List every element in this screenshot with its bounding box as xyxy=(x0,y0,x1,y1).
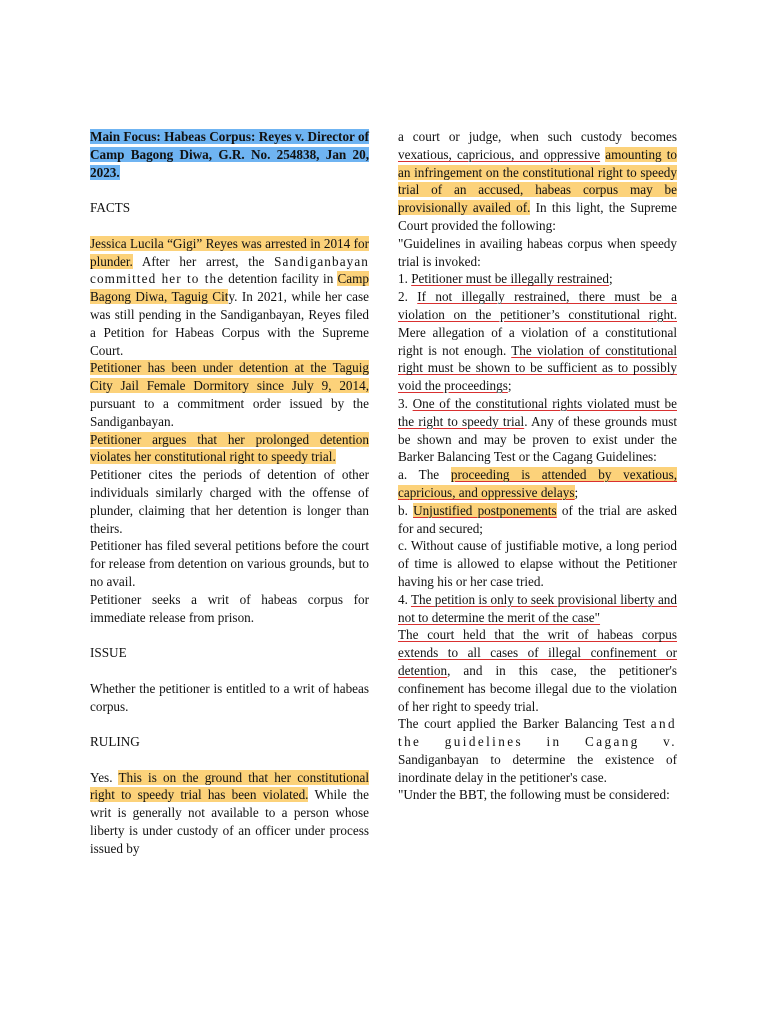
facts-paragraph-2: Petitioner has been under detention at the Taguig City Jail Female Dormitory since July 9, 2014, pursuant to a commitment order issued by the Sandiganbayan. xyxy=(90,360,369,429)
barker-paragraph: The court applied the Barker Balancing Test and the guidelines in Cagang v. Sandiganbayan to determine the existence of inordinate delay in the petitioner's case. xyxy=(398,716,677,785)
guideline-3c: c. Without cause of justifiable motive, a long period of time is allowed to elapse without the Petitioner having his or her case tried. xyxy=(398,538,677,589)
facts-paragraph-1: Jessica Lucila “Gigi” Reyes was arrested in 2014 for plunder. After her arrest, the Sandiganbayan committed her to the detention facility in Camp Bagong Diwa, Taguig City. In 2021, while her case was still pending in the Sandiganbayan, Reyes filed a Petition for Habeas Corpus with the Supreme Court. xyxy=(90,235,369,358)
left-column xyxy=(90,128,369,858)
facts-paragraph-5: Petitioner has filed several petitions before the court for release from detention on various grounds, but to no avail. xyxy=(90,538,369,589)
underline-holding: The court held that the writ of habeas corpus extends to all cases of illegal confinement or detention xyxy=(398,627,677,678)
highlight-argument: Petitioner argues that her prolonged detention violates her constitutional right to speedy trial. xyxy=(90,431,369,465)
holding-paragraph: The court held that the writ of habeas corpus extends to all cases of illegal confinement or detention, and in this case, the petitioner's confinement has become illegal due to the violation of her right to speedy trial. xyxy=(398,627,677,714)
case-title xyxy=(90,128,369,181)
issue-heading: ISSUE xyxy=(90,645,127,661)
issue-text: Whether the petitioner is entitled to a writ of habeas corpus. xyxy=(90,680,369,714)
bbt-paragraph: "Under the BBT, the following must be considered: xyxy=(398,787,670,803)
guideline-2: 2. If not illegally restrained, there must be a violation on the petitioner’s constitutional right. Mere allegation of a violation of a constitutional right is not enough. The violation of constitutional right must be shown to be sufficient as to possibly void the proceedings; xyxy=(398,289,677,394)
facts-paragraph-4: Petitioner cites the periods of detention of other individuals similarly charged with the offense of plunder, claiming that her detention is longer than theirs. xyxy=(90,467,369,536)
guideline-1: 1. Petitioner must be illegally restrained; xyxy=(398,271,613,287)
right-column xyxy=(398,128,677,804)
guideline-4: 4. The petition is only to seek provisional liberty and not to determine the merit of the case" xyxy=(398,591,677,625)
ruling-paragraph: Yes. This is on the ground that her constitutional right to speedy trial has been violated. While the writ is generally not available to a person whose liberty is under custody of an officer under process issued by xyxy=(90,769,369,856)
highlight-ruling: This is on the ground that her constitutional right to speedy trial has been violated. xyxy=(90,769,369,803)
title-highlight: Main Focus: Habeas Corpus: Reyes v. Director of Camp Bagong Diwa, G.R. No. 254838, Jan 20, 2023. xyxy=(90,129,369,180)
underline-vexatious: vexatious, capricious, and oppressive xyxy=(398,146,601,162)
highlight-delays: proceeding is attended by vexatious, capricious, and oppressive delays xyxy=(398,467,677,500)
guideline-3: 3. One of the constitutional rights violated must be the right to speedy trial. Any of these grounds must be shown and may be proven to exist under the Barker Balancing Test or the Cagang Guidelines: xyxy=(398,395,677,465)
highlight-camp: Camp Bagong Diwa, Taguig Cit xyxy=(90,271,369,305)
facts-heading: FACTS xyxy=(90,200,131,216)
facts-paragraph-3 xyxy=(90,431,369,467)
highlight-infringement: amounting to an infringement on the constitutional right to speedy trial of an accused, habeas corpus may be provisionally availed of. xyxy=(398,146,677,216)
highlight-arrest: Jessica Lucila “Gigi” Reyes was arrested in 2014 for plunder. xyxy=(90,235,369,269)
highlight-postponements: Unjustified postponements xyxy=(413,502,557,518)
guidelines-intro: "Guidelines in availing habeas corpus when speedy trial is invoked: xyxy=(398,235,677,269)
guideline-3a: a. The proceeding is attended by vexatious, capricious, and oppressive delays; xyxy=(398,467,677,500)
ruling-continued: a court or judge, when such custody becomes vexatious, capricious, and oppressive amounting to an infringement on the constitutional right to speedy trial of an accused, habeas corpus may be provisionally availed of. In this light, the Supreme Court provided the following: xyxy=(398,129,677,233)
facts-paragraph-6: Petitioner seeks a writ of habeas corpus for immediate release from prison. xyxy=(90,591,369,625)
highlight-detention: Petitioner has been under detention at the Taguig City Jail Female Dormitory since July 9, 2014, xyxy=(90,360,369,394)
ruling-heading: RULING xyxy=(90,734,140,750)
guideline-3b: b. Unjustified postponements of the trial are asked for and secured; xyxy=(398,502,677,536)
